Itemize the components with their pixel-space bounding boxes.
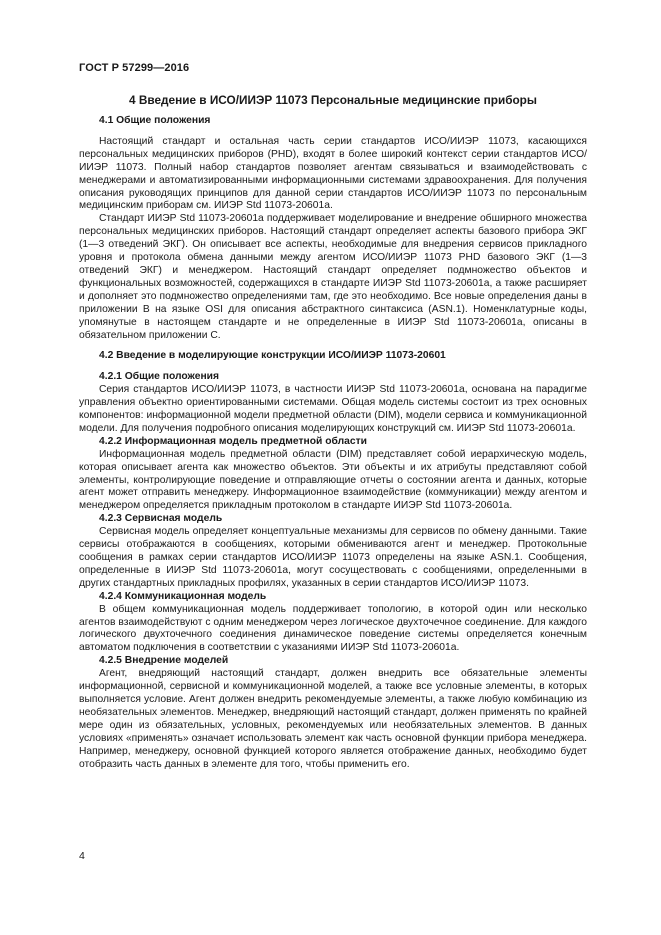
paragraph-4-2-4: В общем коммуникационная модель поддерживает топологию, в которой один или несколько агентов взаимодействуют с одним менеджером через логическое двухточечное соединение. Для каждого логического двухточечного соединения динамическое поведение системы определяется конечным автоматом подключения в соответствии с указаниями ИИЭР Std 11073-20601a. [79, 603, 587, 654]
paragraph-4-2-5: Агент, внедряющий настоящий стандарт, должен внедрить все обязательные элементы информационной, сервисной и коммуникационной моделей, а также все условные элементы, в которых выполняется условие. Агент должен внедрить рекомендуемые элементы, а также любую комбинацию из необязательных элементов. Менеджер, внедряющий настоящий стандарт, должен применять по крайней мере один из обязательных, условных, рекомендуемых или необязательных элементов. В данных условиях «применять» означает использовать элемент как часть основной функции прибора менеджера. Например, менеджеру, основной функцией которого является отображение данных, необходимо будет отобразить часть данных в элементе для того, чтобы применить его. [79, 668, 587, 770]
page-number: 4 [79, 850, 85, 862]
heading-4-2-1: 4.2.1 Общие положения [99, 371, 219, 383]
heading-4-2: 4.2 Введение в моделирующие конструкции ИСО/ИИЭР 11073-20601 [99, 350, 446, 362]
section-title: 4 Введение в ИСО/ИИЭР 11073 Персональные медицинские приборы [129, 93, 537, 107]
paragraph-4-1-b: Стандарт ИИЭР Std 11073-20601a поддерживает моделирование и внедрение обширного множества персональных медицинских приборов. Настоящий стандарт определяет аспекты базового прибора ЭКГ (1—3 отведений ЭКГ). Он описывает все аспекты, необходимые для внедрения сервисов прикладного уровня и протокола обмена данными между агентом ИСО/ИИЭР 11073 PHD базового ЭКГ (1—3 отведений ЭКГ) и менеджером. Настоящий стандарт определяет подмножество объектов и функциональных возможностей, содержащихся в стандарте ИИЭР Std 11073-20601a, а также расширяет и дополняет это подмножество определениями там, где это необходимо. Все новые определения даны в приложении В на языке OSI для описания абстрактного синтаксиса (ASN.1). Номенклатурные коды, упомянутые в настоящем стандарте и не определенные в ИИЭР Std 11073-20601a, описаны в обязательном приложении С. [79, 213, 587, 341]
heading-4-2-2: 4.2.2 Информационная модель предметной области [99, 435, 368, 447]
paragraph-4-1-a: Настоящий стандарт и остальная часть серии стандартов ИСО/ИИЭР 11073, касающихся персональных медицинских приборов (PHD), входят в более широкий контекст серии стандартов ИСО/ИИЭР 11073. Полный набор стандартов позволяет агентам связываться и взаимодействовать с менеджерами и автоматизированными информационными системами здравоохранения. Для получения описания руководящих принципов для данной серии стандартов ИСО/ИИЭР 11073 по персональным медицинским приборам см. ИИЭР Std 11073-20601a. [79, 135, 587, 212]
paragraph-4-2-2: Информационная модель предметной области (DIM) представляет собой иерархическую модель, которая описывает агента как множество объектов. Эти объекты и их атрибуты представляют собой элементы, контролирующие поведение и отправляющие отчеты о состоянии агента и данных, которые агент может отправить менеджеру. Информационное взаимодействие (коммуникации) между агентом и менеджером определяется прикладным протоколом в стандарте ИИЭР Std 11073-20601a. [79, 448, 587, 512]
heading-4-2-5: 4.2.5 Внедрение моделей [99, 655, 229, 667]
heading-4-2-4: 4.2.4 Коммуникационная модель [99, 590, 267, 602]
standard-header: ГОСТ Р 57299—2016 [79, 62, 190, 74]
heading-4-2-3: 4.2.3 Сервисная модель [99, 513, 223, 525]
page-content [79, 93, 587, 771]
paragraph-4-2-1: Серия стандартов ИСО/ИИЭР 11073, в частности ИИЭР Std 11073-20601a, основана на парадигме управления объектно ориентированными системами. Общая модель системы состоит из трех основных компонентов: информационной модели предметной области (DIM), модели сервиса и коммуникационной модели. Для получения подробного описания моделирующих конструкций см. ИИЭР Std 11073-20601a. [79, 384, 587, 434]
heading-4-1: 4.1 Общие положения [99, 115, 211, 126]
paragraph-4-2-3: Сервисная модель определяет концептуальные механизмы для сервисов по обмену данными. Такие сервисы отображаются в сообщениях, которыми обмениваются агент и менеджер. Протокольные сообщения в рамках серии стандартов ИСО/ИИЭР 11073 определены на языке ASN.1. Сообщения, определенные в ИИЭР Std 11073-20601a, могут сосуществовать с сообщениями, определенными в других стандартных прикладных профилях, указанных в серии стандартов ИСО/ИИЭР 11073. [79, 526, 587, 589]
